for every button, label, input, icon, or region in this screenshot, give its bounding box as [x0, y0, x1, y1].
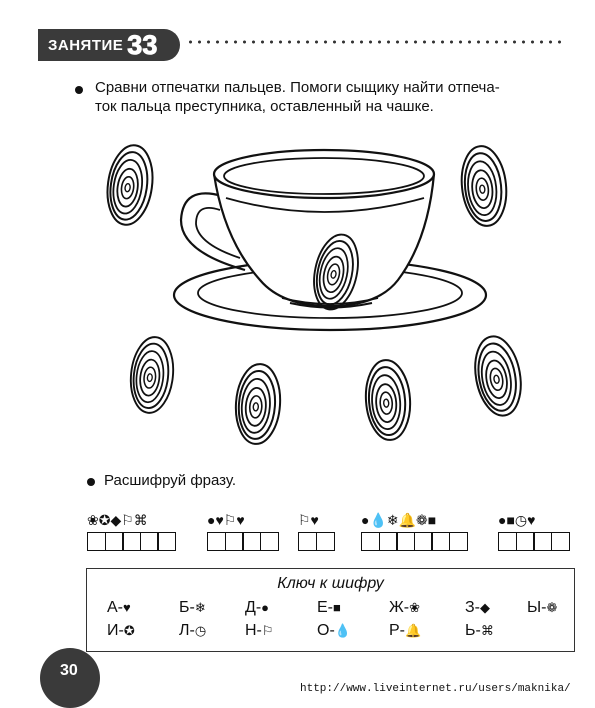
answer-box[interactable]	[207, 532, 226, 551]
cipher-group-1	[87, 511, 176, 551]
key-symbol: ●	[261, 600, 270, 615]
answer-box[interactable]	[105, 532, 124, 551]
cipher-key-title: Ключ к шифру	[277, 575, 384, 592]
key-entry: Н-⚐	[245, 622, 274, 639]
key-symbol: ❁	[546, 600, 558, 615]
task1-bullet	[75, 86, 83, 94]
answer-boxes-2[interactable]	[207, 532, 279, 551]
key-entry: Д-●	[245, 599, 270, 616]
cipher-group-5	[498, 511, 570, 551]
answer-boxes-1[interactable]	[87, 532, 176, 551]
answer-box[interactable]	[449, 532, 468, 551]
key-entry: З-◆	[465, 599, 490, 616]
cipher-key-panel	[86, 568, 575, 652]
answer-box[interactable]	[431, 532, 450, 551]
key-symbol: ■	[333, 600, 341, 615]
key-symbol: ◆	[480, 600, 490, 615]
answer-box[interactable]	[379, 532, 398, 551]
answer-box[interactable]	[533, 532, 552, 551]
answer-boxes-3[interactable]	[298, 532, 335, 551]
cipher-symbols-3: ⚐♥	[298, 511, 319, 528]
fingerprint-4-icon	[233, 363, 282, 446]
answer-box[interactable]	[414, 532, 433, 551]
answer-box[interactable]	[225, 532, 244, 551]
key-symbol: ◷	[194, 623, 207, 638]
page-number: 30	[60, 662, 78, 679]
fingerprint-3-icon	[127, 335, 177, 415]
lesson-word: ЗАНЯТИЕ	[48, 36, 124, 54]
key-symbol: ✪	[123, 623, 135, 638]
answer-box[interactable]	[516, 532, 535, 551]
key-entry: Ь-⌘	[465, 622, 494, 639]
cipher-symbols-4: ●💧❄🔔❁■	[361, 511, 437, 528]
key-entry: А-♥	[107, 599, 131, 616]
cipher-group-2	[207, 511, 279, 551]
cipher-group-4	[361, 511, 468, 551]
answer-box[interactable]	[122, 532, 141, 551]
answer-box[interactable]	[157, 532, 176, 551]
answer-box[interactable]	[242, 532, 261, 551]
key-symbol: ♥	[123, 600, 131, 615]
task2-text: Расшифруй фразу.	[104, 472, 237, 489]
cipher-symbols-2: ●♥⚐♥	[207, 511, 245, 528]
key-entry: Б-❄	[179, 599, 206, 616]
answer-box[interactable]	[87, 532, 106, 551]
answer-boxes-4[interactable]	[361, 532, 468, 551]
answer-box[interactable]	[260, 532, 279, 551]
header-dotted-line	[186, 38, 564, 46]
task1-line1: Сравни отпечатки пальцев. Помоги сыщику найти отпеча-	[95, 79, 500, 96]
task1-line2: ток пальца преступника, оставленный на чашке.	[95, 98, 434, 115]
key-entry: Р-🔔	[389, 622, 422, 639]
lesson-number: 33	[127, 29, 158, 60]
answer-box[interactable]	[551, 532, 570, 551]
fingerprint-5-icon	[363, 359, 412, 442]
key-entry: Е-■	[317, 599, 341, 616]
key-symbol: ⌘	[480, 623, 494, 638]
answer-box[interactable]	[361, 532, 380, 551]
task2-bullet	[87, 478, 95, 486]
fingerprint-2-icon	[458, 144, 510, 228]
source-watermark: http://www.liveinternet.ru/users/maknika/	[300, 683, 571, 695]
key-symbol: ❄	[194, 600, 206, 615]
answer-box[interactable]	[316, 532, 335, 551]
answer-box[interactable]	[498, 532, 517, 551]
key-entry: И-✪	[107, 622, 135, 639]
cipher-symbols-1: ❀✪◆⚐⌘	[87, 511, 148, 528]
cup-fingerprints-illustration	[0, 130, 595, 460]
answer-box[interactable]	[396, 532, 415, 551]
key-symbol: ❀	[409, 600, 421, 615]
answer-box[interactable]	[140, 532, 159, 551]
key-entry: Ж-❀	[389, 599, 421, 616]
cipher-symbols-5: ●■◷♥	[498, 511, 536, 528]
key-symbol: 🔔	[405, 623, 422, 638]
key-entry: Ы-❁	[527, 599, 558, 616]
cipher-group-3	[298, 511, 335, 551]
answer-box[interactable]	[298, 532, 317, 551]
key-entry: О-💧	[317, 622, 351, 639]
lesson-header-tab	[38, 29, 180, 61]
answer-boxes-5[interactable]	[498, 532, 570, 551]
key-symbol: 💧	[334, 623, 351, 638]
fingerprint-1-icon	[103, 142, 158, 227]
key-symbol: ⚐	[261, 623, 274, 638]
key-entry: Л-◷	[179, 622, 207, 639]
fingerprint-6-icon	[469, 333, 526, 419]
